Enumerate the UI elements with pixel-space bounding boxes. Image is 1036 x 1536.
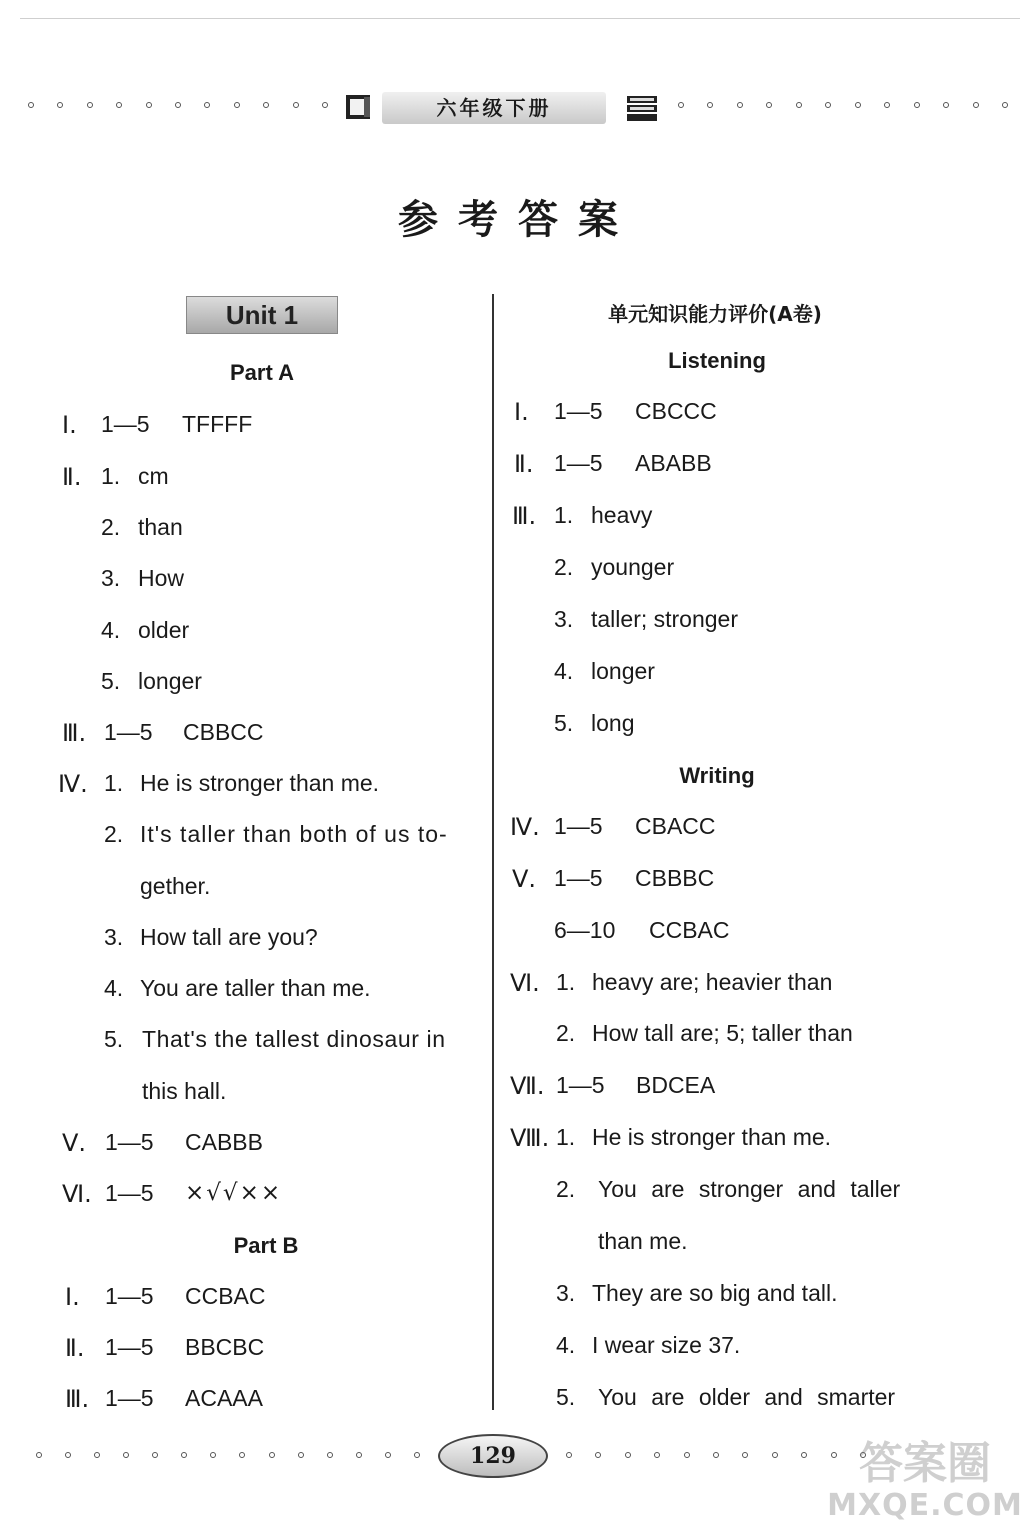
- item-number: 1—5: [101, 411, 150, 437]
- roman-numeral: Ⅲ.: [65, 1385, 90, 1413]
- item-number: 5.: [556, 1384, 576, 1410]
- unit-heading: Unit 1: [186, 296, 338, 334]
- book-icon: [344, 92, 374, 122]
- item-number: 1—5: [105, 1129, 154, 1155]
- item-number: 1.: [556, 1124, 576, 1150]
- item-number: 1—5: [554, 813, 603, 839]
- item-number: 1—5: [554, 450, 603, 476]
- answer-text: CCBAC: [185, 1283, 266, 1309]
- answer-text: You are older and smarter: [598, 1384, 896, 1410]
- item-number: 4.: [104, 975, 124, 1001]
- answer-text: CBACC: [635, 813, 716, 839]
- item-number: 5.: [101, 668, 121, 694]
- roman-numeral: Ⅴ.: [512, 865, 537, 893]
- roman-numeral: Ⅱ.: [514, 450, 534, 478]
- item-number: 4.: [101, 617, 121, 643]
- answer-text: You are stronger and taller: [598, 1176, 901, 1202]
- answer-text: cm: [138, 463, 169, 489]
- item-number: 1.: [556, 969, 576, 995]
- item-number: 1—5: [104, 719, 153, 745]
- answer-text: That's the tallest dinosaur in: [142, 1026, 446, 1052]
- answer-text: gether.: [140, 873, 211, 899]
- roman-numeral: Ⅰ.: [62, 411, 77, 439]
- answer-text: He is stronger than me.: [592, 1124, 832, 1150]
- roman-numeral: Ⅱ.: [65, 1334, 85, 1362]
- answer-text: than me.: [598, 1228, 688, 1254]
- answer-text: older: [138, 617, 190, 643]
- item-number: 1—5: [105, 1385, 154, 1411]
- answer-text: long: [591, 710, 635, 736]
- column-divider: [492, 294, 494, 1410]
- item-number: 2.: [556, 1020, 576, 1046]
- part-b-heading: Part B: [233, 1233, 299, 1258]
- answer-text: longer: [591, 658, 655, 684]
- footer-dots-left: [36, 1452, 420, 1458]
- item-number: 6—10: [554, 917, 616, 943]
- roman-numeral: Ⅳ.: [510, 813, 540, 841]
- item-number: 2.: [101, 514, 121, 540]
- top-rule: [20, 18, 1020, 19]
- answer-text: than: [138, 514, 183, 540]
- item-number: 3.: [554, 606, 574, 632]
- item-number: 1—5: [105, 1334, 154, 1360]
- item-number: 1.: [104, 770, 124, 796]
- answer-text: taller; stronger: [591, 606, 739, 632]
- answer-text: ABABB: [635, 450, 712, 476]
- answer-text: this hall.: [142, 1078, 227, 1104]
- answer-text: How tall are; 5; taller than: [592, 1020, 853, 1046]
- grade-banner: 六年级下册: [382, 92, 606, 124]
- book-stack-icon: [626, 94, 658, 122]
- answer-text: You are taller than me.: [140, 975, 371, 1001]
- item-number: 1—5: [554, 865, 603, 891]
- answer-text: BDCEA: [636, 1072, 716, 1098]
- item-number: 1—5: [105, 1283, 154, 1309]
- answer-text: heavy are; heavier than: [592, 969, 833, 995]
- roman-numeral: Ⅲ.: [512, 502, 537, 530]
- roman-numeral: Ⅳ.: [58, 770, 88, 798]
- section-heading: 单元知识能力评价(A卷): [608, 302, 822, 326]
- item-number: 5.: [104, 1026, 124, 1052]
- answer-text: He is stronger than me.: [140, 770, 380, 796]
- item-number: 2.: [104, 821, 124, 847]
- writing-heading: Writing: [679, 763, 755, 788]
- answer-text: BBCBC: [185, 1334, 265, 1360]
- page-title: 参考答案: [398, 196, 638, 243]
- item-number: 3.: [556, 1280, 576, 1306]
- answer-text: longer: [138, 668, 202, 694]
- roman-numeral: Ⅷ.: [510, 1124, 550, 1152]
- watermark-logo: [820, 1438, 1030, 1528]
- answer-text: CBCCC: [635, 398, 717, 424]
- answer-text: ACAAA: [185, 1385, 263, 1411]
- roman-numeral: Ⅰ.: [65, 1283, 80, 1311]
- answer-text: How: [138, 565, 185, 591]
- roman-numeral: Ⅵ.: [62, 1180, 92, 1208]
- answer-text: How tall are you?: [140, 924, 318, 950]
- item-number: 3.: [104, 924, 124, 950]
- item-number: 1—5: [105, 1180, 154, 1206]
- answer-text: It's taller than both of us to-: [140, 821, 448, 847]
- answer-text: ×√√××: [185, 1180, 283, 1206]
- item-number: 1.: [554, 502, 574, 528]
- item-number: 2.: [556, 1176, 576, 1202]
- watermark-line1: 答案圈: [859, 1438, 991, 1489]
- item-number: 5.: [554, 710, 574, 736]
- answer-text: They are so big and tall.: [592, 1280, 838, 1306]
- answer-text: I wear size 37.: [592, 1332, 741, 1358]
- item-number: 1—5: [554, 398, 603, 424]
- item-number: 3.: [101, 565, 121, 591]
- roman-numeral: Ⅲ.: [62, 719, 87, 747]
- header-dots-left: [28, 102, 328, 108]
- answer-text: CBBBC: [635, 865, 715, 891]
- roman-numeral: Ⅱ.: [62, 463, 82, 491]
- item-number: 4.: [556, 1332, 576, 1358]
- roman-numeral: Ⅶ.: [510, 1072, 545, 1100]
- header-dots-right: [678, 102, 1008, 108]
- answer-text: heavy: [591, 502, 653, 528]
- item-number: 1—5: [556, 1072, 605, 1098]
- item-number: 1.: [101, 463, 121, 489]
- item-number: 4.: [554, 658, 574, 684]
- answer-text: TFFFF: [182, 411, 253, 437]
- listening-heading: Listening: [668, 348, 766, 373]
- page-number: 129: [438, 1434, 548, 1478]
- answer-text: CABBB: [185, 1129, 263, 1155]
- watermark-line2: MXQE.COM: [827, 1488, 1023, 1523]
- answer-text: CBBCC: [183, 719, 264, 745]
- answer-text: CCBAC: [649, 917, 730, 943]
- answer-text: younger: [591, 554, 675, 580]
- roman-numeral: Ⅰ.: [514, 398, 529, 426]
- part-a-heading: Part A: [230, 360, 294, 385]
- roman-numeral: Ⅴ.: [62, 1129, 87, 1157]
- roman-numeral: Ⅵ.: [510, 969, 540, 997]
- item-number: 2.: [554, 554, 574, 580]
